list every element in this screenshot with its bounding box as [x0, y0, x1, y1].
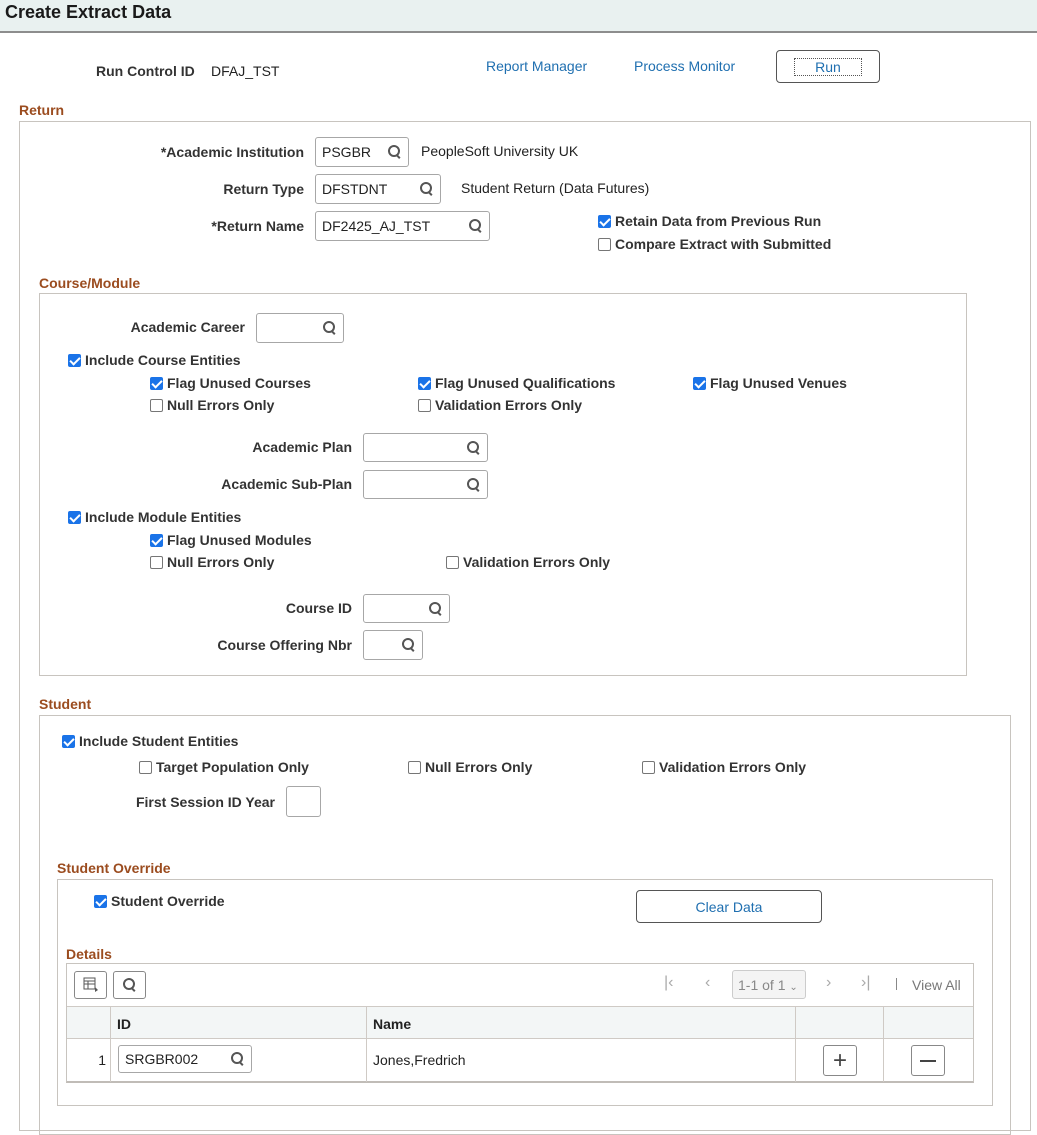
include-student-label: Include Student Entities — [79, 733, 239, 749]
checkbox-icon[interactable] — [418, 399, 431, 412]
checkbox-icon[interactable] — [150, 399, 163, 412]
course-id-input[interactable] — [363, 594, 450, 623]
institution-value: PSGBR — [322, 144, 372, 160]
validation-errors-label: Validation Errors Only — [463, 554, 611, 570]
include-course-label: Include Course Entities — [85, 352, 241, 368]
include-course-checkbox[interactable] — [68, 352, 241, 368]
flag-courses-label: Flag Unused Courses — [167, 375, 311, 391]
checkbox-icon[interactable] — [446, 556, 459, 569]
module-validation-errors-checkbox[interactable] — [446, 554, 610, 570]
checkbox-checked-icon[interactable] — [94, 895, 107, 908]
checkbox-icon[interactable] — [408, 761, 421, 774]
run-button[interactable] — [776, 50, 880, 83]
details-title: Details — [66, 946, 112, 962]
student-validation-errors-checkbox[interactable] — [642, 759, 806, 775]
checkbox-checked-icon[interactable] — [693, 377, 706, 390]
flag-unused-modules-checkbox[interactable] — [150, 532, 312, 548]
return-type-desc: Student Return (Data Futures) — [461, 180, 650, 196]
process-monitor-link[interactable]: Process Monitor — [634, 58, 736, 74]
prev-page-icon[interactable]: ‹ — [705, 974, 711, 991]
student-override-checkbox[interactable] — [94, 893, 225, 909]
student-id-value: SRGBR002 — [125, 1051, 199, 1067]
return-type-value: DFSTDNT — [322, 181, 388, 197]
compare-extract-checkbox[interactable] — [598, 236, 831, 252]
minus-icon — [920, 1060, 936, 1062]
delete-column-header — [884, 1007, 973, 1039]
return-name-value: DF2425_AJ_TST — [322, 218, 431, 234]
flag-venues-label: Flag Unused Venues — [710, 375, 847, 391]
first-page-icon[interactable]: |‹ — [664, 974, 674, 991]
course-offering-label: Course Offering Nbr — [217, 637, 352, 653]
name-column-header: Name — [367, 1007, 796, 1039]
course-section-title: Course/Module — [39, 275, 141, 291]
name-cell: Jones,Fredrich — [367, 1039, 796, 1082]
plus-icon: + — [832, 1046, 847, 1074]
return-section-title: Return — [19, 102, 65, 118]
academic-plan-input[interactable] — [363, 433, 488, 462]
target-population-checkbox[interactable] — [139, 759, 309, 775]
search-icon[interactable] — [231, 1052, 245, 1066]
academic-subplan-label: Academic Sub-Plan — [221, 476, 352, 492]
row-number-header — [67, 1007, 111, 1039]
return-type-input[interactable] — [315, 174, 441, 204]
last-page-icon[interactable]: ›| — [861, 974, 871, 991]
add-row-button[interactable] — [823, 1045, 857, 1076]
course-validation-errors-checkbox[interactable] — [418, 397, 582, 413]
institution-input[interactable] — [315, 137, 409, 167]
course-module-section — [39, 293, 967, 676]
flag-unused-courses-checkbox[interactable] — [150, 375, 311, 391]
add-column-header — [796, 1007, 884, 1039]
include-student-checkbox[interactable] — [62, 733, 238, 749]
return-name-input[interactable] — [315, 211, 490, 241]
id-column-header: ID — [111, 1007, 367, 1039]
run-button-label: Run — [794, 58, 862, 76]
search-icon[interactable] — [420, 182, 434, 196]
flag-unused-quals-checkbox[interactable] — [418, 375, 615, 391]
null-errors-label: Null Errors Only — [425, 759, 533, 775]
run-control-value: DFAJ_TST — [211, 63, 280, 79]
module-null-errors-checkbox[interactable] — [150, 554, 274, 570]
find-button[interactable] — [113, 971, 146, 999]
id-cell — [111, 1039, 367, 1082]
run-control-label: Run Control ID — [96, 63, 195, 79]
view-all-link[interactable]: View All — [912, 977, 961, 993]
row-number: 1 — [67, 1039, 111, 1082]
first-session-input[interactable] — [286, 786, 321, 817]
retain-data-checkbox[interactable] — [598, 213, 821, 229]
search-icon[interactable] — [429, 602, 443, 616]
include-module-label: Include Module Entities — [85, 509, 242, 525]
student-null-errors-checkbox[interactable] — [408, 759, 532, 775]
checkbox-icon[interactable] — [598, 238, 611, 251]
flag-unused-venues-checkbox[interactable] — [693, 375, 847, 391]
checkbox-icon[interactable] — [139, 761, 152, 774]
return-type-label: Return Type — [223, 181, 304, 197]
search-icon[interactable] — [402, 638, 416, 652]
personalize-grid-button[interactable] — [74, 971, 107, 999]
pager-select[interactable] — [732, 970, 806, 999]
table-row — [67, 1039, 973, 1082]
institution-desc: PeopleSoft University UK — [421, 143, 579, 159]
retain-data-label: Retain Data from Previous Run — [615, 213, 822, 229]
checkbox-checked-icon[interactable] — [418, 377, 431, 390]
validation-errors-label: Validation Errors Only — [435, 397, 583, 413]
course-null-errors-checkbox[interactable] — [150, 397, 274, 413]
search-icon[interactable] — [467, 441, 481, 455]
course-id-label: Course ID — [285, 600, 352, 616]
student-section-title: Student — [39, 696, 92, 712]
checkbox-icon[interactable] — [642, 761, 655, 774]
grid-settings-icon — [83, 977, 99, 993]
search-icon[interactable] — [467, 478, 481, 492]
flag-quals-label: Flag Unused Qualifications — [435, 375, 616, 391]
checkbox-checked-icon[interactable] — [68, 511, 81, 524]
compare-extract-label: Compare Extract with Submitted — [615, 236, 832, 252]
checkbox-checked-icon[interactable] — [150, 534, 163, 547]
clear-data-button[interactable]: Clear Data — [636, 890, 822, 923]
student-override-label: Student Override — [111, 893, 225, 909]
return-name-label: *Return Name — [211, 218, 304, 234]
include-module-checkbox[interactable] — [68, 509, 241, 525]
academic-subplan-input[interactable] — [363, 470, 488, 499]
student-override-title: Student Override — [57, 860, 171, 876]
null-errors-label: Null Errors Only — [167, 554, 275, 570]
academic-career-input[interactable] — [256, 313, 344, 343]
target-population-label: Target Population Only — [156, 759, 309, 775]
pager-divider — [896, 978, 897, 990]
add-cell — [796, 1039, 884, 1082]
checkbox-checked-icon[interactable] — [150, 377, 163, 390]
search-icon — [123, 978, 137, 992]
delete-row-button[interactable] — [911, 1045, 945, 1076]
academic-career-label: Academic Career — [130, 319, 245, 335]
first-session-label: First Session ID Year — [135, 794, 275, 810]
checkbox-checked-icon[interactable] — [62, 735, 75, 748]
grid-header-row — [67, 1006, 973, 1039]
search-icon[interactable] — [388, 145, 402, 159]
student-id-input[interactable] — [118, 1045, 252, 1073]
search-icon[interactable] — [323, 321, 337, 335]
validation-errors-label: Validation Errors Only — [659, 759, 807, 775]
checkbox-icon[interactable] — [150, 556, 163, 569]
checkbox-checked-icon[interactable] — [598, 215, 611, 228]
search-icon[interactable] — [469, 219, 483, 233]
institution-label: *Academic Institution — [160, 144, 304, 160]
flag-modules-label: Flag Unused Modules — [167, 532, 312, 548]
null-errors-label: Null Errors Only — [167, 397, 275, 413]
delete-cell — [884, 1039, 973, 1082]
page-title: Create Extract Data — [5, 2, 172, 22]
academic-plan-label: Academic Plan — [252, 439, 352, 455]
checkbox-checked-icon[interactable] — [68, 354, 81, 367]
report-manager-link[interactable]: Report Manager — [486, 58, 588, 74]
next-page-icon[interactable]: › — [826, 974, 832, 991]
pager-value: 1-1 of 1 — [738, 977, 786, 993]
chevron-down-icon: ⌄ — [789, 982, 798, 993]
course-offering-input[interactable] — [363, 630, 423, 660]
